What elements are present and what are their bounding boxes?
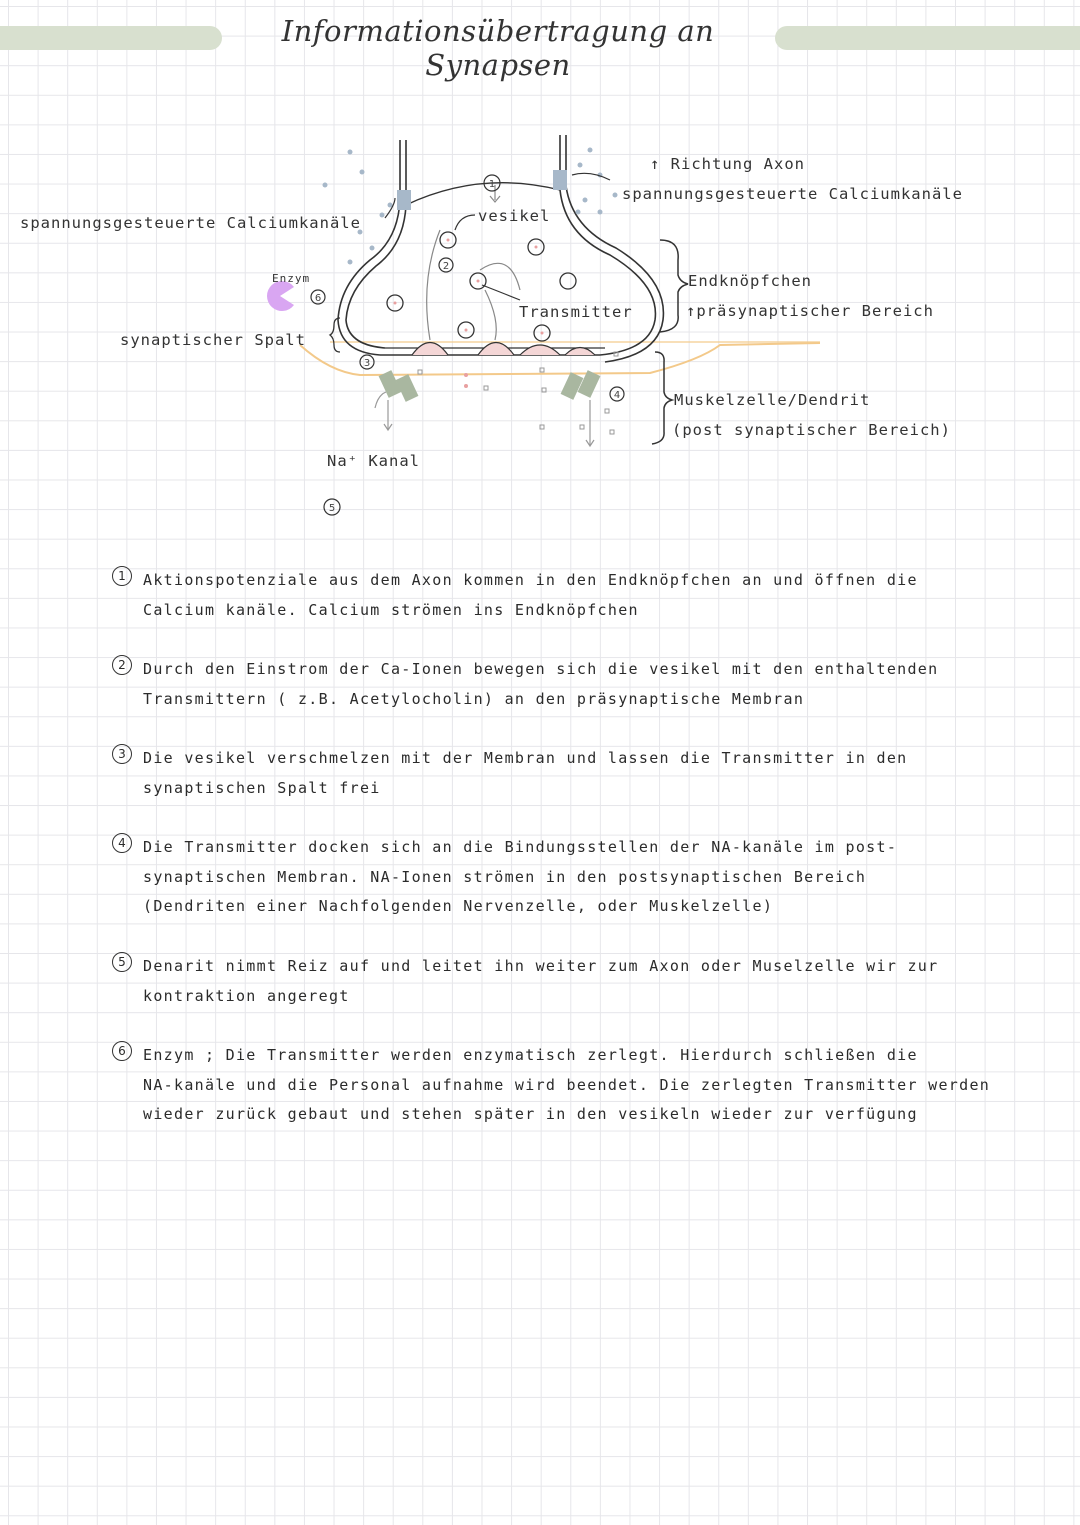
step-text: Die vesikel verschmelzen mit der Membran und lassen die Transmitter in den synaptischen Spalt frei [143,749,908,797]
synapse-diagram [0,0,1080,520]
step-number: 2 [112,655,132,675]
vesicles [387,232,576,341]
marker-4: 4 [613,390,621,401]
marker-3: 3 [363,358,371,369]
axon-right-inner [566,135,663,362]
label-postsynaptic: (post synaptischer Bereich) [672,421,951,439]
step-2 [112,655,992,714]
axon-left-outer [338,140,400,355]
label-presynaptic: ↑präsynaptischer Bereich [686,302,934,320]
step-number: 3 [112,744,132,764]
step-text: Aktionspotenziale aus dem Axon kommen in den Endknöpfchen an und öffnen die Calcium kanäle. Calcium strömen ins Endknöpfchen [143,571,918,619]
calcium-ions [323,148,618,265]
label-ca-channels-left: spannungsgesteuerte Calciumkanäle [20,214,361,232]
label-enzym: Enzym [272,272,311,285]
marker-2: 2 [442,261,450,272]
brace-presynaptic [660,240,688,332]
ca-channel-right [553,170,567,190]
marker-5: 5 [328,503,336,514]
axon-left-inner [346,140,406,348]
endknopf-top [406,183,560,205]
step-6 [112,1041,992,1130]
marker-6: 6 [314,293,322,304]
label-vesikel: vesikel [478,207,551,225]
step-3 [112,744,992,803]
label-synaptic-cleft: synaptischer Spalt [120,331,306,349]
step-number: 6 [112,1041,132,1061]
step-text: Die Transmitter docken sich an die Bindungsstellen der NA-kanäle im post- synaptischen Membran. NA-Ionen strömen in den postsynaptischen Bereich (Dendriten einer Nachfolgenden Nervenzelle, oder Muskelzelle) [143,838,898,916]
step-text: Denarit nimmt Reiz auf und leitet ihn weiter zum Axon oder Muselzelle wir zur kontraktion angeregt [143,957,939,1005]
step-4 [112,833,992,922]
step-1 [112,566,992,625]
label-transmitter: Transmitter [519,303,633,321]
step-text: Enzym ; Die Transmitter werden enzymatisch zerlegt. Hierdurch schließen die NA-kanäle und die Personal aufnahme wird beendet. Die zerlegten Transmitter werden wieder zurück gebaut und stehen später in den vesikeln wieder zur verfügung [143,1046,991,1124]
page-title: Informationsübertragung an Synapsen [281,14,715,82]
step-number: 4 [112,833,132,853]
label-endknoepfchen: Endknöpfchen [688,272,812,290]
label-na-channel: Na⁺ Kanal [327,452,420,470]
step-5 [112,952,992,1011]
axon-right-outer [560,135,655,355]
step-number: 5 [112,952,132,972]
fusing-vesicles [412,343,595,356]
marker-1: 1 [488,179,496,190]
step-number: 1 [112,566,132,586]
label-ca-channels-right: spannungsgesteuerte Calciumkanäle [622,185,963,203]
enzyme-shape [267,281,294,311]
ca-channel-left [397,190,411,210]
label-muscle-dendrite: Muskelzelle/Dendrit [674,391,871,409]
brace-postsynaptic [652,352,672,444]
label-axon-direction: ↑ Richtung Axon [650,155,805,173]
step-text: Durch den Einstrom der Ca-Ionen bewegen sich die vesikel mit den enthaltenden Transmittern ( z.B. Acetylocholin) an den präsynaptische Membran [143,660,939,708]
